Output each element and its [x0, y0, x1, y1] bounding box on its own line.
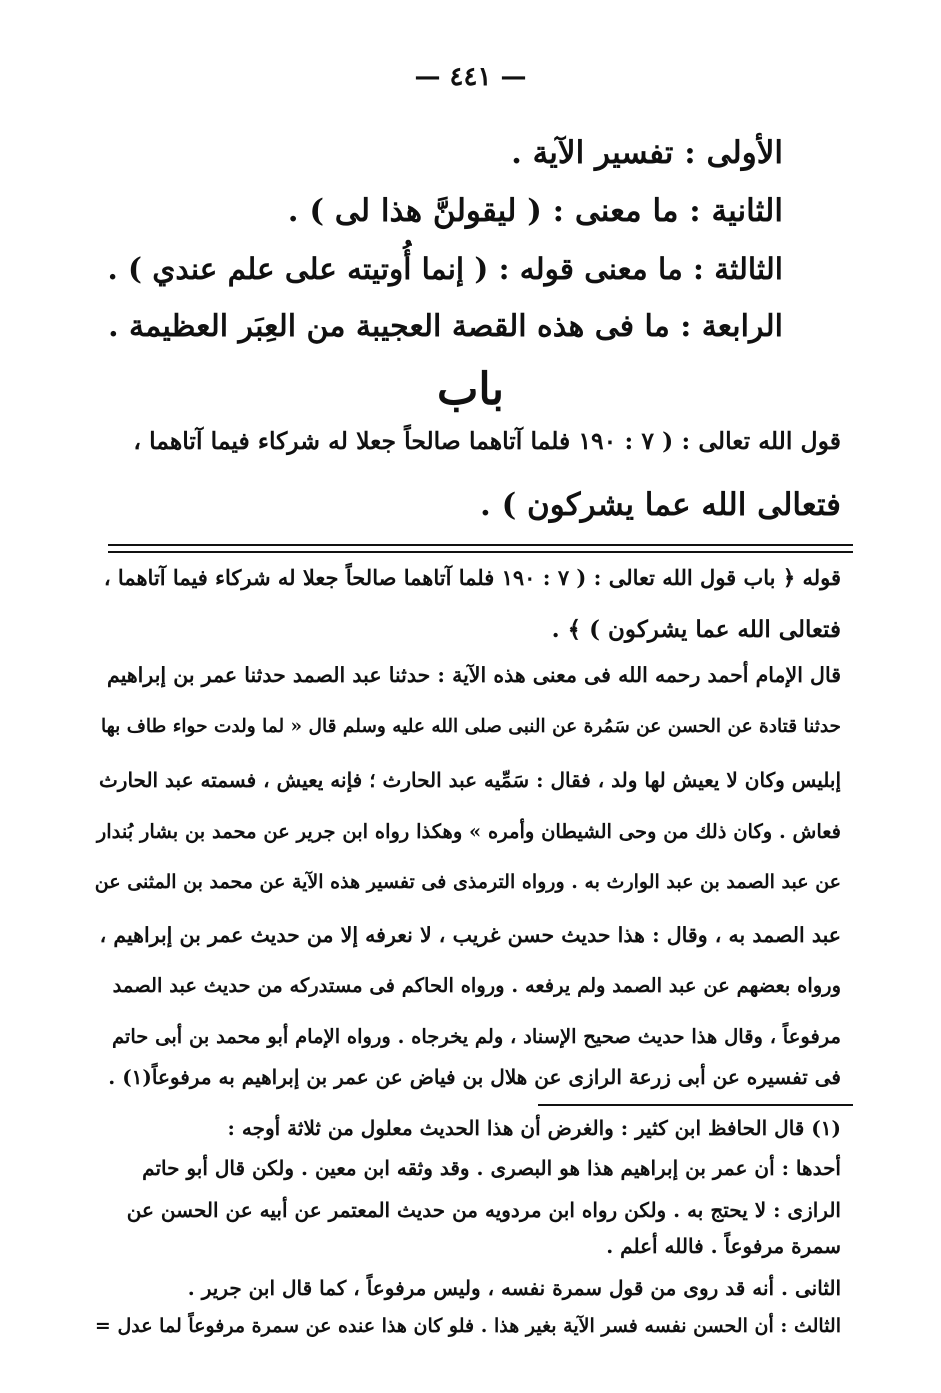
page-number: — ٤٤١ — [414, 62, 527, 92]
footnote-line: (١) قال الحافظ ابن كثير : والغرض أن هذا الحديث معلول من ثلاثة أوجه : [227, 1116, 841, 1140]
commentary-line: فعاش . وكان ذلك من وحى الشيطان وأمره » وهكذا رواه ابن جرير عن محمد بن بشار بُندار [96, 820, 841, 843]
commentary-line: إبليس وكان لا يعيش لها ولد ، فقال : سَمِّيه عبد الحارث ؛ فإنه يعيش ، فسمته عبد الحارث [98, 768, 841, 792]
section-divider [108, 544, 853, 546]
commentary-line: عبد الصمد به ، وقال : هذا حديث حسن غريب ، لا نعرفه إلا من حديث عمر بن إبراهيم ، [99, 923, 841, 947]
footnote-divider [538, 1104, 853, 1106]
commentary-line: فى تفسيره عن أبى زرعة الرازى عن هلال بن فياض عن عمر بن إبراهيم به مرفوعاً(١) . [108, 1065, 841, 1089]
commentary-line: حدثنا قتادة عن الحسن عن سَمُرة عن النبى صلى الله عليه وسلم قال « لما ولدت حواء طاف بها [100, 716, 841, 737]
verse-line: فتعالى الله عما يشركون ) . [479, 487, 841, 523]
question-line: الأولى : تفسير الآية . [511, 135, 783, 171]
footnote-line: سمرة مرفوعاً . فالله أعلم . [606, 1234, 841, 1258]
verse-line: قول الله تعالى : ( ٧ : ١٩٠ فلما آتاهما صالحاً جعلا له شركاء فيما آتاهما ، [133, 427, 841, 455]
question-line: الثانية : ما معنى : ( ليقولنَّ هذا لى ) . [287, 193, 783, 229]
commentary-line: مرفوعاً ، وقال هذا حديث صحيح الإسناد ، ولم يخرجاه . ورواه الإمام أبو محمد بن أبى حاتم [111, 1025, 841, 1048]
section-divider [108, 551, 853, 553]
footnote-line: أحدها : أن عمر بن إبراهيم هذا هو البصرى . وقد وثقه ابن معين . ولكن قال أبو حاتم [142, 1156, 841, 1180]
chapter-heading: باب [436, 364, 505, 415]
commentary-line: عن عبد الصمد بن عبد الوارث به . ورواه الترمذى فى تفسير هذه الآية عن محمد بن المثنى عن [94, 871, 841, 893]
commentary-line: قال الإمام أحمد رحمه الله فى معنى هذه الآية : حدثنا عبد الصمد حدثنا عمر بن إبراهيم [107, 663, 841, 687]
commentary-line: ورواه بعضهم عن عبد الصمد ولم يرفعه . ورواه الحاكم فى مستدركه من حديث عبد الصمد [112, 974, 841, 997]
question-line: الثالثة : ما معنى قوله : ( إنما أُوتيته على علم عندي ) . [107, 251, 783, 286]
footnote-line: الرازى : لا يحتج به . ولكن رواه ابن مردويه من حديث المعتمر عن أبيه عن الحسن عن [126, 1198, 841, 1222]
commentary-line: قوله ﴿ باب قول الله تعالى : ( ٧ : ١٩٠ فلما آتاهما صالحاً جعلا له شركاء فيما آتاهما ، [103, 565, 841, 590]
footnote-line: الثانى . أنه قد روى من قول سمرة نفسه ، وليس مرفوعاً ، كما قال ابن جرير . [187, 1276, 841, 1300]
footnote-line: الثالث : أن الحسن نفسه فسر الآية بغير هذا . فلو كان هذا عنده عن سمرة مرفوعاً لما عدل = [94, 1315, 841, 1337]
commentary-line: فتعالى الله عما يشركون ) ﴾ . [551, 616, 841, 643]
question-line: الرابعة : ما فى هذه القصة العجيبة من العِبَر العظيمة . [108, 309, 783, 344]
